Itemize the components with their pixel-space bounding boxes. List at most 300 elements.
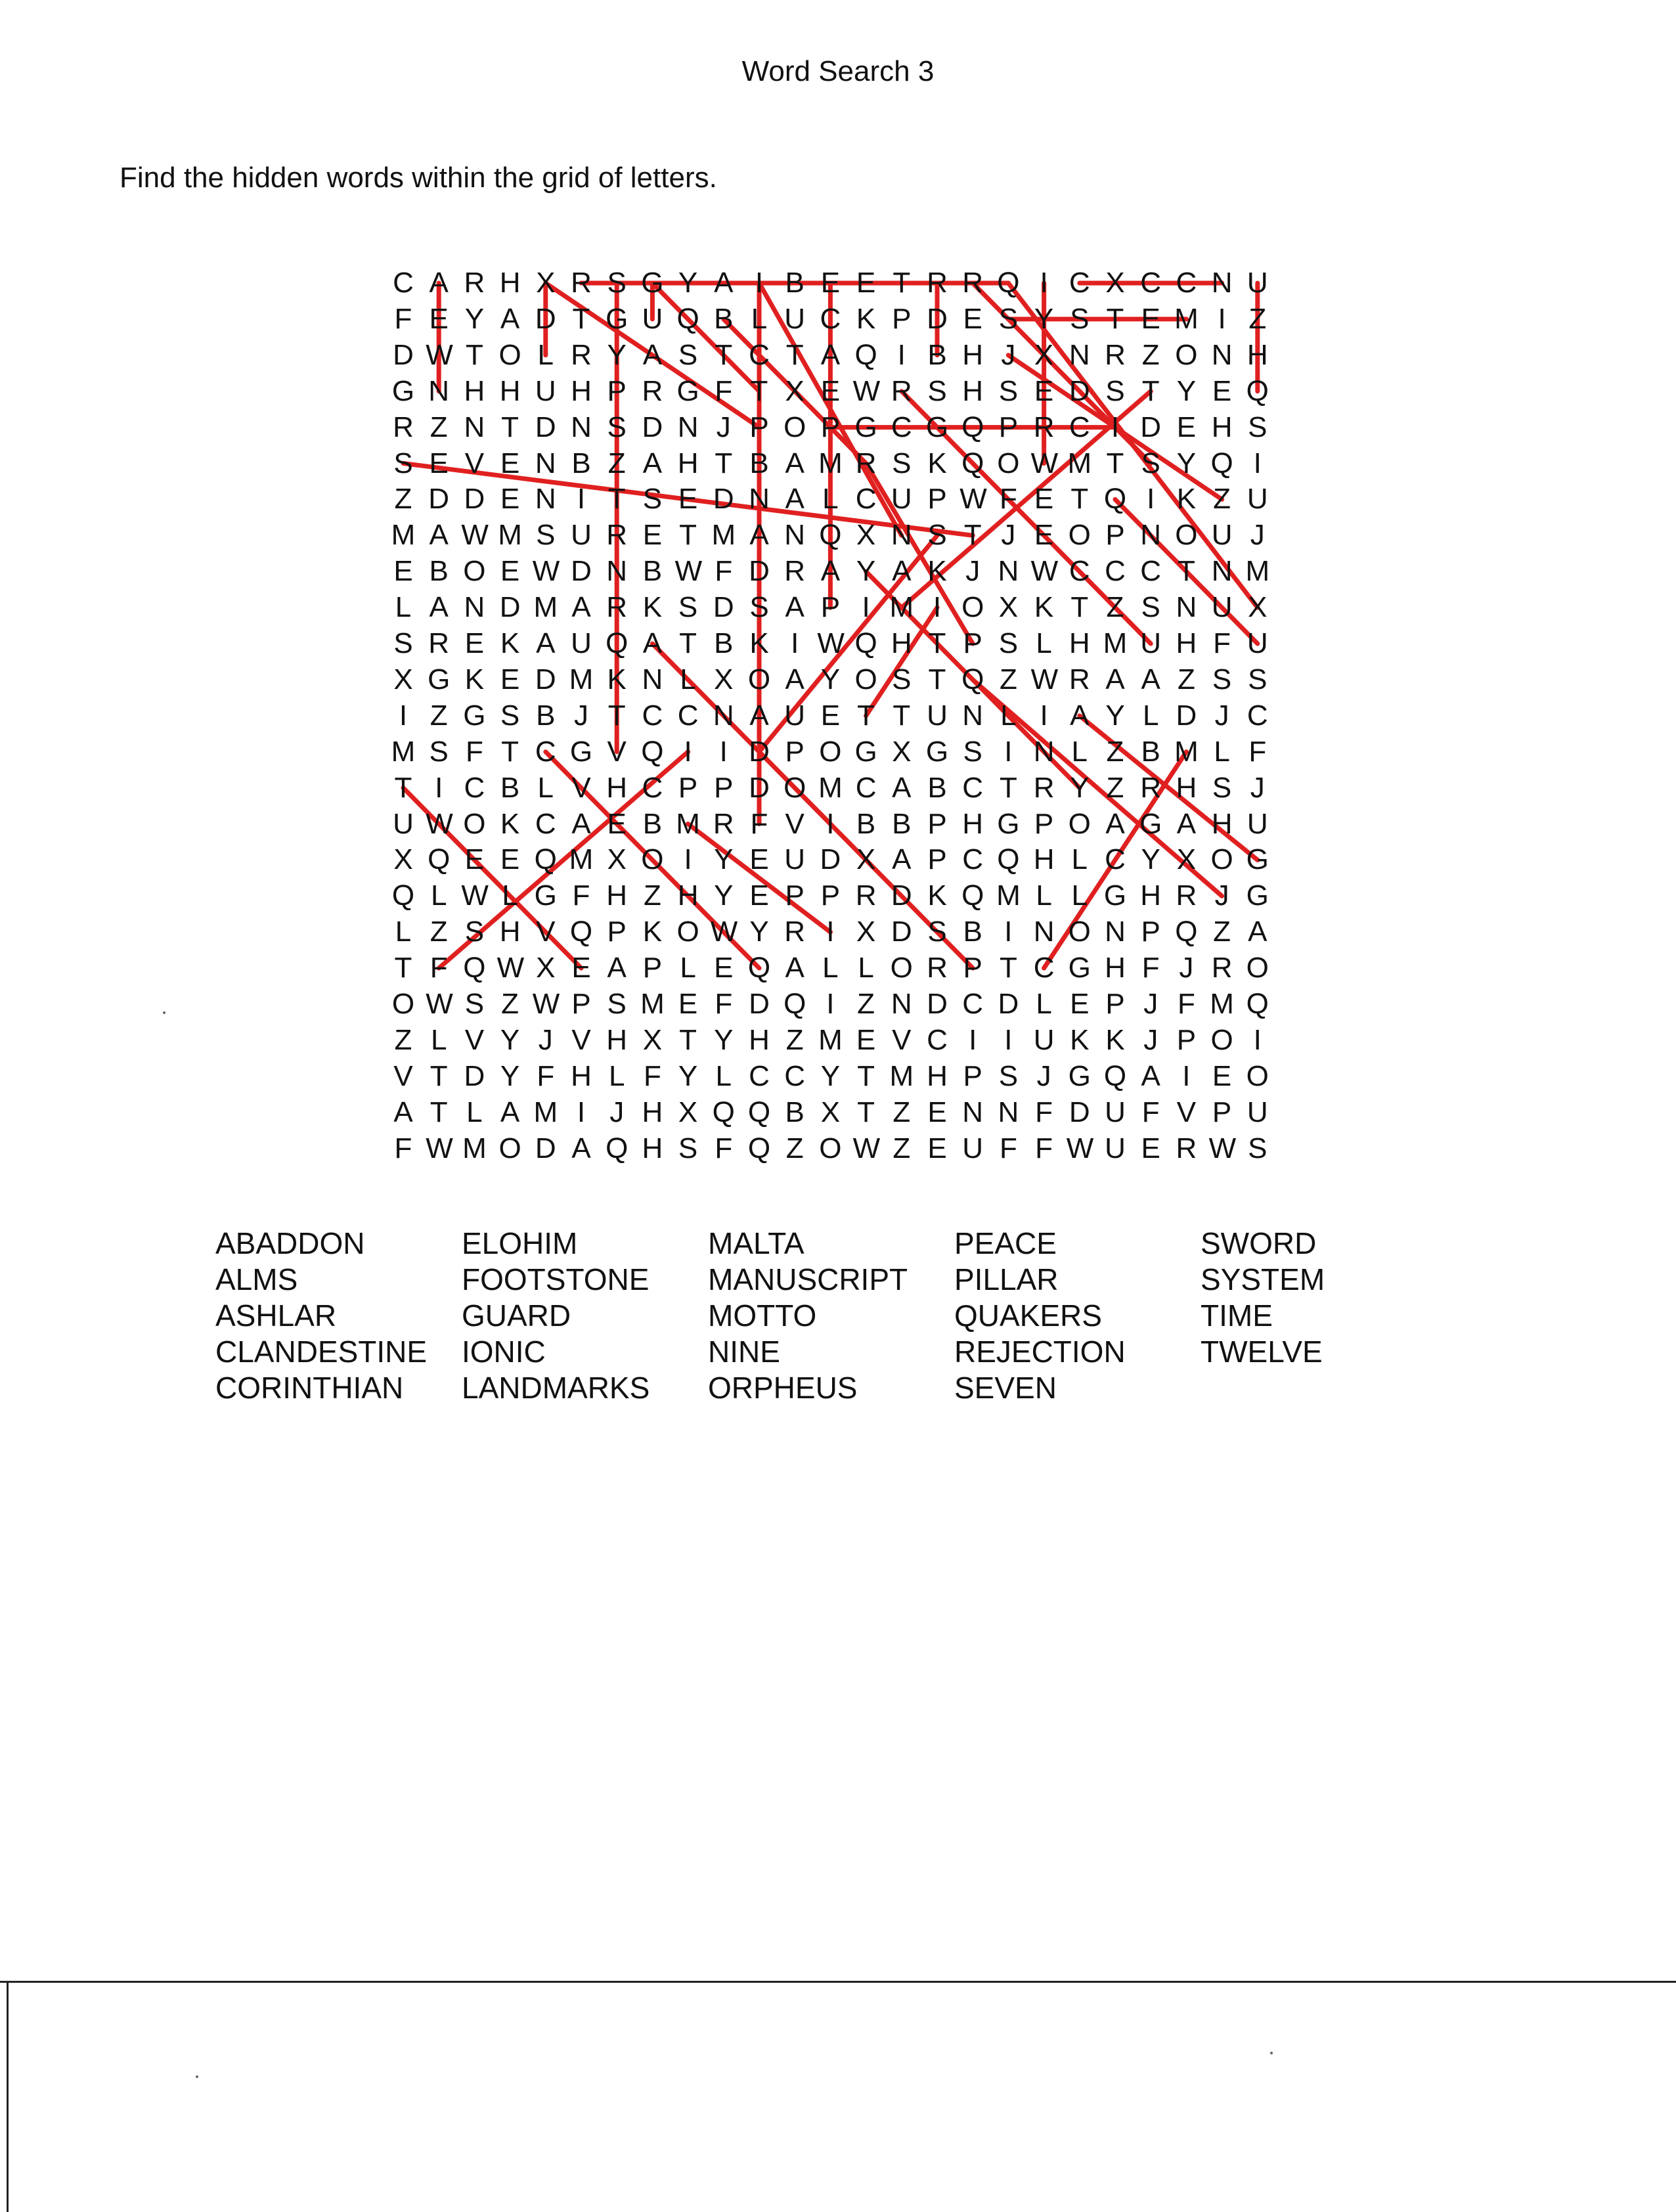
grid-letter: W bbox=[852, 1132, 881, 1164]
grid-letter: N bbox=[784, 519, 806, 552]
grid-letter: A bbox=[429, 519, 449, 552]
grid-letter: D bbox=[464, 1059, 485, 1092]
grid-letter: Q bbox=[747, 952, 771, 984]
grid-letter: L bbox=[537, 338, 554, 371]
grid-letter: U bbox=[1246, 483, 1268, 516]
grid-letter: T bbox=[607, 699, 626, 732]
grid-letter: P bbox=[963, 627, 982, 659]
grid-letter: Q bbox=[747, 1095, 771, 1128]
grid-letter: D bbox=[642, 410, 663, 443]
grid-letter: M bbox=[533, 591, 558, 624]
grid-letter: M bbox=[498, 519, 522, 552]
word-column-2 bbox=[462, 1226, 698, 1406]
grid-letter: S bbox=[500, 699, 520, 732]
grid-letter: D bbox=[820, 843, 841, 876]
grid-letter: A bbox=[429, 267, 449, 299]
word-list-item: CORINTHIAN bbox=[215, 1371, 404, 1405]
grid-letter: P bbox=[749, 410, 769, 443]
grid-letter: P bbox=[1176, 1023, 1197, 1056]
grid-letter: A bbox=[820, 555, 841, 588]
grid-letter: U bbox=[1033, 1023, 1055, 1056]
grid-letter: X bbox=[785, 374, 805, 407]
grid-letter: N bbox=[428, 374, 450, 407]
grid-letter: T bbox=[715, 447, 733, 479]
grid-letter: S bbox=[892, 663, 912, 696]
grid-letter: K bbox=[1070, 1023, 1090, 1056]
grid-letter: J bbox=[1179, 952, 1194, 984]
grid-letter: R bbox=[962, 267, 984, 299]
grid-letter: J bbox=[716, 410, 731, 443]
grid-letter: J bbox=[1143, 988, 1158, 1020]
grid-letter: D bbox=[891, 879, 912, 912]
grid-letter: D bbox=[499, 591, 521, 624]
grid-letter: X bbox=[714, 663, 734, 696]
grid-letter: Q bbox=[1103, 483, 1127, 516]
grid-letter: H bbox=[891, 627, 912, 659]
grid-letter: I bbox=[684, 843, 692, 876]
grid-letter: W bbox=[1208, 1132, 1237, 1164]
grid-letter: W bbox=[426, 1132, 453, 1164]
grid-letter: W bbox=[959, 483, 987, 516]
grid-letter: T bbox=[1106, 447, 1124, 479]
grid-letter: G bbox=[428, 663, 451, 696]
grid-letter: P bbox=[820, 591, 841, 624]
grid-letter: B bbox=[856, 807, 876, 840]
grid-letter: Q bbox=[676, 302, 699, 335]
grid-letter: U bbox=[784, 843, 806, 876]
grid-letter: Q bbox=[819, 519, 842, 552]
grid-letter: A bbox=[892, 771, 912, 804]
grid-letter: U bbox=[1140, 627, 1162, 659]
grid-letter: H bbox=[499, 916, 521, 948]
grid-letter: D bbox=[998, 988, 1019, 1020]
grid-letter: P bbox=[642, 952, 663, 984]
grid-letter: M bbox=[462, 1132, 487, 1164]
grid-letter: N bbox=[1176, 591, 1197, 624]
grid-letter: E bbox=[1141, 1132, 1160, 1164]
grid-letter: Q bbox=[747, 1132, 771, 1164]
grid-letter: I bbox=[1004, 916, 1013, 948]
grid-letter: C bbox=[1105, 843, 1126, 876]
grid-letter: R bbox=[1105, 338, 1126, 371]
grid-letter: W bbox=[461, 879, 489, 912]
grid-letter: Q bbox=[1246, 988, 1269, 1020]
grid-letter: Q bbox=[569, 916, 593, 948]
grid-letter: M bbox=[818, 447, 843, 479]
grid-letter: P bbox=[678, 771, 698, 804]
grid-letter: B bbox=[429, 555, 449, 588]
grid-letter: I bbox=[1004, 1023, 1013, 1056]
grid-letter: V bbox=[536, 916, 556, 948]
grid-letter: F bbox=[1141, 1095, 1160, 1128]
grid-letter: H bbox=[1140, 879, 1162, 912]
grid-letter: K bbox=[927, 555, 947, 588]
grid-letter: V bbox=[464, 1023, 485, 1056]
grid-letter: A bbox=[571, 591, 591, 624]
grid-letter: Q bbox=[391, 879, 415, 912]
grid-letter: P bbox=[1141, 916, 1160, 948]
grid-letter: O bbox=[498, 338, 521, 371]
grid-letter: S bbox=[1070, 302, 1090, 335]
grid-letter: Z bbox=[394, 483, 412, 516]
grid-letter: I bbox=[435, 771, 443, 804]
grid-letter: O bbox=[997, 447, 1020, 479]
grid-letter: Q bbox=[712, 1095, 735, 1128]
grid-letter: S bbox=[1141, 591, 1160, 624]
grid-letter: K bbox=[500, 627, 520, 659]
grid-letter: P bbox=[820, 410, 841, 443]
grid-letter: V bbox=[571, 771, 591, 804]
grid-letter: P bbox=[927, 483, 947, 516]
instructions: Find the hidden words within the grid of letters. bbox=[120, 162, 717, 194]
grid-letter: U bbox=[1211, 591, 1233, 624]
grid-letter: V bbox=[571, 1023, 591, 1056]
grid-letter: L bbox=[537, 771, 554, 804]
grid-letter: T bbox=[1141, 374, 1160, 407]
grid-letter: E bbox=[500, 663, 520, 696]
grid-letter: B bbox=[927, 771, 947, 804]
grid-letter: F bbox=[1141, 952, 1160, 984]
grid-letter: K bbox=[749, 627, 769, 659]
grid-letter: X bbox=[536, 267, 556, 299]
grid-letter: F bbox=[715, 374, 733, 407]
grid-letter: R bbox=[1176, 879, 1197, 912]
grid-letter: T bbox=[1106, 302, 1124, 335]
grid-letter: Z bbox=[1248, 302, 1267, 335]
grid-letter: O bbox=[747, 663, 771, 696]
grid-letter: E bbox=[820, 267, 841, 299]
grid-letter: X bbox=[1105, 267, 1125, 299]
grid-letter: D bbox=[393, 338, 414, 371]
grid-letter: M bbox=[640, 988, 665, 1020]
grid-letter: I bbox=[1147, 483, 1155, 516]
grid-letter: Q bbox=[463, 952, 486, 984]
grid-letter: U bbox=[1246, 1095, 1268, 1128]
grid-letter: Q bbox=[961, 879, 984, 912]
grid-letter: D bbox=[749, 735, 770, 768]
grid-letter: N bbox=[1140, 519, 1162, 552]
grid-letter: T bbox=[715, 338, 733, 371]
grid-letter: L bbox=[502, 879, 518, 912]
grid-letter: A bbox=[571, 807, 591, 840]
grid-letter: J bbox=[538, 1023, 553, 1056]
grid-letter: O bbox=[854, 663, 877, 696]
grid-letter: L bbox=[1142, 699, 1159, 732]
grid-letter: E bbox=[820, 374, 841, 407]
grid-letter: N bbox=[606, 555, 628, 588]
grid-letter: T bbox=[679, 627, 697, 659]
grid-letter: P bbox=[607, 916, 627, 948]
grid-letter: L bbox=[1214, 735, 1230, 768]
grid-letter: D bbox=[891, 916, 912, 948]
grid-letter: D bbox=[713, 591, 734, 624]
grid-letter: H bbox=[606, 879, 628, 912]
grid-letter: T bbox=[501, 735, 519, 768]
grid-letter: F bbox=[750, 807, 768, 840]
grid-letter: M bbox=[711, 519, 736, 552]
grid-letter: J bbox=[1001, 338, 1016, 371]
grid-letter: P bbox=[607, 374, 627, 407]
grid-letter: W bbox=[1030, 663, 1059, 696]
grid-letter: R bbox=[927, 952, 948, 984]
grid-letter: M bbox=[391, 735, 416, 768]
word-list-item: SEVEN bbox=[954, 1371, 1057, 1405]
grid-letter: H bbox=[677, 879, 699, 912]
grid-letter: C bbox=[1140, 555, 1162, 588]
grid-letter: M bbox=[1245, 555, 1270, 588]
word-list-item: PEACE bbox=[954, 1226, 1057, 1260]
word-list-item: SWORD bbox=[1201, 1226, 1317, 1260]
grid-letter: W bbox=[426, 338, 453, 371]
grid-letter: D bbox=[535, 663, 556, 696]
grid-letter: A bbox=[393, 1095, 413, 1128]
grid-letter: T bbox=[465, 338, 483, 371]
grid-letter: S bbox=[429, 735, 449, 768]
grid-letter: O bbox=[1210, 843, 1233, 876]
grid-letter: T bbox=[750, 374, 768, 407]
grid-letter: N bbox=[1211, 267, 1233, 299]
grid-letter: E bbox=[749, 879, 769, 912]
grid-letter: S bbox=[464, 988, 485, 1020]
letter-grid bbox=[390, 268, 1277, 1173]
grid-letter: T bbox=[430, 1059, 448, 1092]
grid-letter: X bbox=[856, 843, 876, 876]
grid-letter: N bbox=[998, 555, 1019, 588]
grid-letter: J bbox=[1036, 1059, 1051, 1092]
grid-letter: N bbox=[891, 519, 912, 552]
grid-letter: P bbox=[1105, 988, 1125, 1020]
grid-letter: C bbox=[749, 1059, 770, 1092]
grid-letter: T bbox=[963, 519, 982, 552]
grid-letter: I bbox=[826, 807, 835, 840]
grid-letter: G bbox=[1246, 843, 1269, 876]
grid-letter: A bbox=[642, 338, 663, 371]
grid-letter: X bbox=[1034, 338, 1054, 371]
grid-letter: E bbox=[1141, 302, 1160, 335]
grid-letter: E bbox=[678, 988, 698, 1020]
grid-letter: S bbox=[927, 374, 947, 407]
grid-letter: Z bbox=[893, 1132, 911, 1164]
grid-letter: O bbox=[1068, 519, 1091, 552]
grid-letter: R bbox=[606, 591, 628, 624]
grid-letter: A bbox=[571, 1132, 591, 1164]
grid-letter: M bbox=[889, 591, 914, 624]
grid-letter: E bbox=[1212, 374, 1232, 407]
grid-letter: Q bbox=[1210, 447, 1233, 479]
grid-letter: A bbox=[1141, 1059, 1160, 1092]
grid-letter: V bbox=[892, 1023, 912, 1056]
grid-letter: Y bbox=[500, 1059, 520, 1092]
grid-letter: S bbox=[1212, 771, 1232, 804]
grid-letter: N bbox=[642, 663, 663, 696]
grid-letter: Z bbox=[999, 663, 1017, 696]
grid-letter: B bbox=[749, 447, 769, 479]
grid-letter: S bbox=[393, 627, 413, 659]
grid-letter: U bbox=[1246, 627, 1268, 659]
grid-letter: N bbox=[535, 483, 556, 516]
word-list bbox=[215, 1226, 1398, 1416]
grid-letter: J bbox=[1214, 699, 1229, 732]
grid-letter: B bbox=[714, 302, 734, 335]
grid-letter: F bbox=[715, 1132, 733, 1164]
grid-letter: P bbox=[1034, 807, 1054, 840]
grid-letter: A bbox=[785, 663, 805, 696]
grid-letter: S bbox=[607, 988, 627, 1020]
grid-letter: Z bbox=[430, 916, 448, 948]
grid-letter: S bbox=[998, 1059, 1019, 1092]
grid-letter: Y bbox=[464, 302, 485, 335]
grid-letter: T bbox=[394, 952, 412, 984]
scan-edge-left bbox=[7, 1981, 9, 2212]
grid-letter: I bbox=[1040, 267, 1048, 299]
grid-letter: H bbox=[571, 1059, 592, 1092]
grid-letter: I bbox=[755, 267, 764, 299]
grid-letter: T bbox=[430, 1095, 448, 1128]
grid-letter: C bbox=[1033, 952, 1055, 984]
grid-letter: U bbox=[535, 374, 556, 407]
grid-letter: U bbox=[642, 302, 663, 335]
grid-letter: K bbox=[464, 663, 485, 696]
grid-letter: O bbox=[819, 735, 842, 768]
grid-letter: N bbox=[535, 447, 556, 479]
grid-letter: D bbox=[749, 988, 770, 1020]
grid-letter: L bbox=[1000, 699, 1017, 732]
grid-letter: E bbox=[1034, 374, 1054, 407]
grid-letter: I bbox=[1040, 699, 1048, 732]
grid-letter: C bbox=[1069, 267, 1090, 299]
grid-letter: K bbox=[927, 879, 947, 912]
grid-letter: L bbox=[822, 952, 839, 984]
grid-letter: O bbox=[961, 591, 984, 624]
grid-letter: T bbox=[999, 952, 1017, 984]
grid-letter: G bbox=[1068, 1059, 1091, 1092]
grid-letter: R bbox=[927, 267, 948, 299]
grid-letter: T bbox=[893, 267, 911, 299]
grid-letter: Z bbox=[1213, 483, 1231, 516]
grid-letter: M bbox=[1067, 447, 1092, 479]
grid-letter: E bbox=[642, 519, 663, 552]
grid-letter: Y bbox=[749, 916, 769, 948]
grid-letter: E bbox=[500, 483, 520, 516]
grid-letter: E bbox=[429, 302, 449, 335]
grid-letter: L bbox=[608, 1059, 625, 1092]
grid-letter: H bbox=[464, 374, 485, 407]
grid-letter: S bbox=[607, 267, 627, 299]
grid-letter: Z bbox=[1213, 916, 1231, 948]
grid-letter: S bbox=[1141, 447, 1160, 479]
grid-letter: O bbox=[783, 771, 806, 804]
grid-letter: Q bbox=[961, 447, 984, 479]
grid-letter: E bbox=[1176, 410, 1197, 443]
grid-letter: M bbox=[889, 1059, 914, 1092]
grid-letter: W bbox=[852, 374, 881, 407]
grid-letter: E bbox=[500, 555, 520, 588]
grid-letter: W bbox=[1030, 447, 1059, 479]
grid-letter: B bbox=[571, 447, 591, 479]
grid-letter: W bbox=[532, 555, 560, 588]
grid-letter: P bbox=[820, 879, 841, 912]
grid-letter: T bbox=[679, 519, 697, 552]
grid-letter: W bbox=[496, 952, 525, 984]
word-list-item: ORPHEUS bbox=[708, 1371, 858, 1405]
grid-letter: L bbox=[1071, 843, 1088, 876]
grid-letter: X bbox=[1176, 843, 1197, 876]
grid-letter: S bbox=[927, 519, 947, 552]
grid-letter: J bbox=[609, 1095, 625, 1128]
grid-letter: Y bbox=[820, 663, 841, 696]
grid-letter: N bbox=[571, 410, 592, 443]
grid-letter: Q bbox=[854, 627, 877, 659]
grid-letter: F bbox=[1248, 735, 1267, 768]
grid-letter: Q bbox=[854, 338, 877, 371]
grid-letter: I bbox=[1218, 302, 1226, 335]
grid-letter: F bbox=[715, 555, 733, 588]
grid-letter: P bbox=[892, 302, 912, 335]
grid-letter: Y bbox=[1176, 447, 1197, 479]
grid-letter: F bbox=[1177, 988, 1195, 1020]
grid-letter: C bbox=[749, 338, 770, 371]
grid-letter: M bbox=[569, 843, 594, 876]
grid-letter: J bbox=[574, 699, 588, 732]
grid-letter: C bbox=[784, 1059, 806, 1092]
grid-letter: X bbox=[856, 916, 876, 948]
grid-letter: O bbox=[819, 1132, 842, 1164]
grid-letter: W bbox=[532, 988, 560, 1020]
grid-letter: N bbox=[1211, 338, 1233, 371]
grid-letter: C bbox=[1246, 699, 1268, 732]
grid-letter: B bbox=[642, 807, 663, 840]
grid-letter: S bbox=[1248, 1132, 1268, 1164]
grid-letter: A bbox=[500, 302, 520, 335]
grid-letter: I bbox=[862, 591, 870, 624]
grid-letter: S bbox=[998, 627, 1019, 659]
grid-letter: T bbox=[857, 699, 875, 732]
word-list-item: GUARD bbox=[462, 1298, 571, 1333]
grid-letter: M bbox=[676, 807, 700, 840]
grid-letter: E bbox=[927, 1095, 947, 1128]
grid-letter: O bbox=[676, 916, 699, 948]
word-column-5 bbox=[1201, 1226, 1437, 1370]
grid-letter: C bbox=[962, 771, 984, 804]
grid-letter: L bbox=[1036, 627, 1052, 659]
grid-letter: B bbox=[927, 338, 947, 371]
grid-letter: A bbox=[785, 483, 805, 516]
grid-letter: H bbox=[642, 1095, 663, 1128]
grid-letter: P bbox=[785, 879, 805, 912]
grid-letter: K bbox=[642, 916, 663, 948]
grid-letter: G bbox=[1139, 807, 1162, 840]
grid-letter: O bbox=[1175, 338, 1198, 371]
grid-letter: X bbox=[607, 843, 627, 876]
grid-letter: S bbox=[678, 591, 698, 624]
grid-letter: S bbox=[536, 519, 556, 552]
grid-letter: A bbox=[1176, 807, 1197, 840]
grid-letter: H bbox=[1211, 410, 1233, 443]
grid-letter: K bbox=[1105, 1023, 1125, 1056]
grid-letter: S bbox=[1248, 663, 1268, 696]
grid-letter: L bbox=[858, 952, 874, 984]
grid-letter: N bbox=[891, 988, 912, 1020]
grid-letter: B bbox=[536, 699, 556, 732]
grid-letter: M bbox=[996, 879, 1021, 912]
grid-letter: P bbox=[927, 843, 947, 876]
word-list-item: QUAKERS bbox=[954, 1298, 1102, 1333]
grid-letter: C bbox=[1105, 555, 1126, 588]
scan-speck bbox=[196, 2075, 198, 2078]
grid-letter: S bbox=[749, 591, 769, 624]
grid-letter: D bbox=[1140, 410, 1162, 443]
grid-letter: M bbox=[1174, 735, 1199, 768]
